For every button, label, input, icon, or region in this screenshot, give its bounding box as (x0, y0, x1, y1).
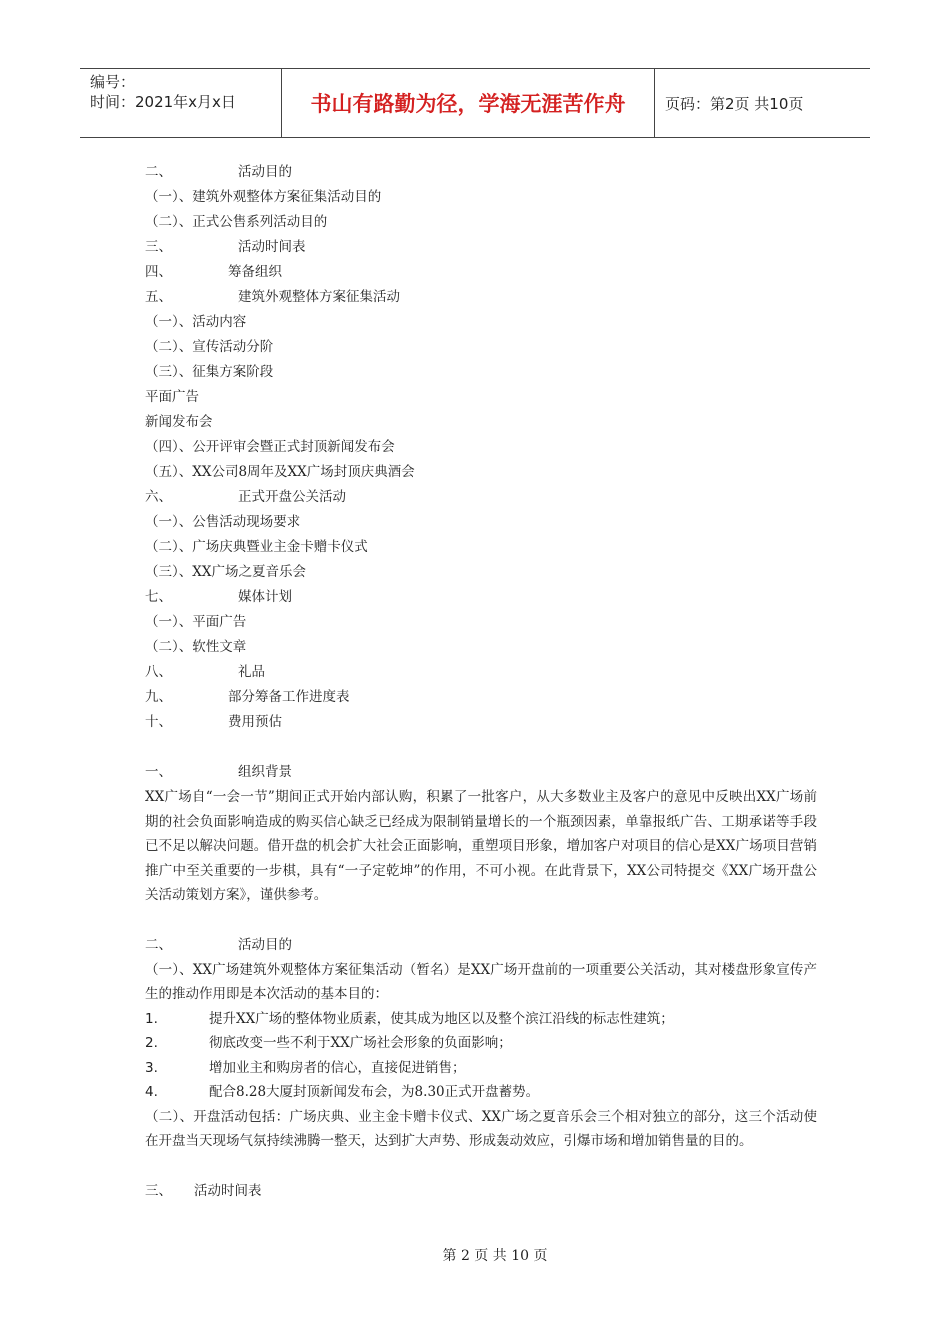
toc-text: 活动时间表 (238, 239, 306, 255)
toc-item (145, 160, 817, 185)
toc-item (145, 635, 817, 660)
document-date: 时间：2021年x月x日 (90, 93, 236, 111)
toc-item (145, 710, 817, 735)
toc-item (145, 460, 817, 485)
toc-item (145, 485, 817, 510)
toc-item (145, 335, 817, 360)
toc-text: 正式开盘公关活动 (238, 489, 346, 505)
document-number-label: 编号： (90, 73, 136, 91)
section-number: 一、 (145, 764, 172, 780)
toc-number: 三、 (145, 239, 172, 255)
toc-item (145, 560, 817, 585)
toc-text: （四）、公开评审会暨正式封顶新闻发布会 (145, 439, 395, 455)
toc-item (145, 285, 817, 310)
list-item (145, 1056, 817, 1081)
toc-item (145, 360, 817, 385)
toc-text: 费用预估 (228, 714, 282, 730)
toc-number: 七、 (145, 589, 172, 605)
list-item (145, 1031, 817, 1056)
toc-item (145, 685, 817, 710)
section-heading (145, 1179, 817, 1204)
list-item-number: 1. (145, 1010, 158, 1027)
toc-number: 九、 (145, 689, 172, 705)
toc-number: 二、 (145, 164, 172, 180)
toc-text: 建筑外观整体方案征集活动 (238, 289, 400, 305)
list-item-text: 彻底改变一些不利于XX广场社会形象的负面影响； (209, 1035, 512, 1051)
list-item (145, 1080, 817, 1105)
toc-item (145, 385, 817, 410)
list-item (145, 1007, 817, 1032)
page-header (80, 68, 870, 138)
section-paragraph: （二）、开盘活动包括：广场庆典、业主金卡赠卡仪式、XX广场之夏音乐会三个相对独立的部分，这三个活动使在开盘当天现场气氛持续沸腾一整天，达到扩大声势、形成轰动效应，引爆市场和增加销售量的目的。 (145, 1108, 817, 1149)
page-footer: 第 2 页 共 10 页 (442, 1248, 548, 1264)
toc-text: 媒体计划 (238, 589, 292, 605)
toc-text: 部分筹备工作进度表 (228, 689, 350, 705)
section-heading (145, 760, 817, 785)
toc-item (145, 585, 817, 610)
toc-text: （一）、活动内容 (145, 314, 247, 330)
list-item-text: 配合8.28大厦封顶新闻发布会，为8.30正式开盘蓄势。 (209, 1084, 540, 1100)
toc-text: 平面广告 (145, 389, 199, 405)
section-number: 二、 (145, 936, 172, 953)
header-page-info: 页码：第2页 共10页 (665, 94, 804, 113)
toc-item (145, 235, 817, 260)
toc-text: （二）、宣传活动分阶 (145, 339, 274, 355)
list-item-number: 3. (145, 1059, 158, 1076)
toc-text: （一）、建筑外观整体方案征集活动目的 (145, 189, 382, 205)
goal-list (145, 1007, 817, 1105)
list-item-text: 提升XX广场的整体物业质素，使其成为地区以及整个滨江沿线的标志性建筑； (209, 1010, 674, 1027)
toc-text: 新闻发布会 (145, 414, 213, 430)
toc-text: （三）、征集方案阶段 (145, 364, 274, 380)
document-body (145, 160, 817, 1204)
toc-text: （二）、软性文章 (145, 639, 247, 655)
section-title: 活动时间表 (194, 1182, 262, 1199)
toc-item (145, 185, 817, 210)
section-number: 三、 (145, 1182, 172, 1199)
toc-text: （五）、XX公司8周年及XX广场封顶庆典酒会 (145, 464, 415, 480)
section-title: 组织背景 (238, 764, 292, 780)
toc-number: 五、 (145, 289, 172, 305)
section-title: 活动目的 (238, 936, 292, 953)
list-item-number: 2. (145, 1035, 158, 1051)
header-motto: 书山有路勤为径，学海无涯苦作舟 (282, 69, 655, 137)
toc-text: （一）、公售活动现场要求 (145, 514, 301, 530)
toc-item (145, 410, 817, 435)
toc-item (145, 610, 817, 635)
toc-item (145, 535, 817, 560)
header-meta (80, 69, 282, 137)
toc-item (145, 210, 817, 235)
list-item-number: 4. (145, 1084, 158, 1100)
toc-text: 活动目的 (238, 164, 292, 180)
toc-item (145, 510, 817, 535)
toc-number: 六、 (145, 489, 172, 505)
toc-item (145, 260, 817, 285)
toc-number: 八、 (145, 664, 172, 680)
table-of-contents (145, 160, 817, 735)
toc-number: 四、 (145, 264, 172, 280)
section-paragraph: （一）、XX广场建筑外观整体方案征集活动（暂名）是XX广场开盘前的一项重要公关活动，其对楼盘形象宣传产生的推动作用即是本次活动的基本目的： (145, 961, 817, 1002)
toc-text: 礼品 (238, 664, 265, 680)
toc-item (145, 310, 817, 335)
list-item-text: 增加业主和购房者的信心，直接促进销售； (209, 1059, 466, 1076)
toc-text: （二）、广场庆典暨业主金卡赠卡仪式 (145, 539, 368, 555)
toc-text: （三）、XX广场之夏音乐会 (145, 564, 306, 580)
toc-item (145, 660, 817, 685)
section-heading (145, 933, 817, 958)
toc-text: （二）、正式公售系列活动目的 (145, 214, 328, 230)
section-paragraph: XX广场自“一会一节”期间正式开始内部认购，积累了一批客户，从大多数业主及客户的意见中反映出XX广场前期的社会负面影响造成的购买信心缺乏已经成为限制销量增长的一个瓶颈因素，单靠报纸广告、工期承诺等手段已不足以解决问题。借开盘的机会扩大社会正面影响，重塑项目形象，增加客户对项目的信心是XX广场项目营销推广中至关重要的一步棋，具有“一子定乾坤”的作用，不可小视。在此背景下，XX公司特提交《XX广场开盘公关活动策划方案》，谨供参考。 (145, 789, 817, 903)
toc-item (145, 435, 817, 460)
toc-text: （一）、平面广告 (145, 614, 247, 630)
toc-text: 筹备组织 (228, 264, 282, 280)
toc-number: 十、 (145, 714, 172, 730)
